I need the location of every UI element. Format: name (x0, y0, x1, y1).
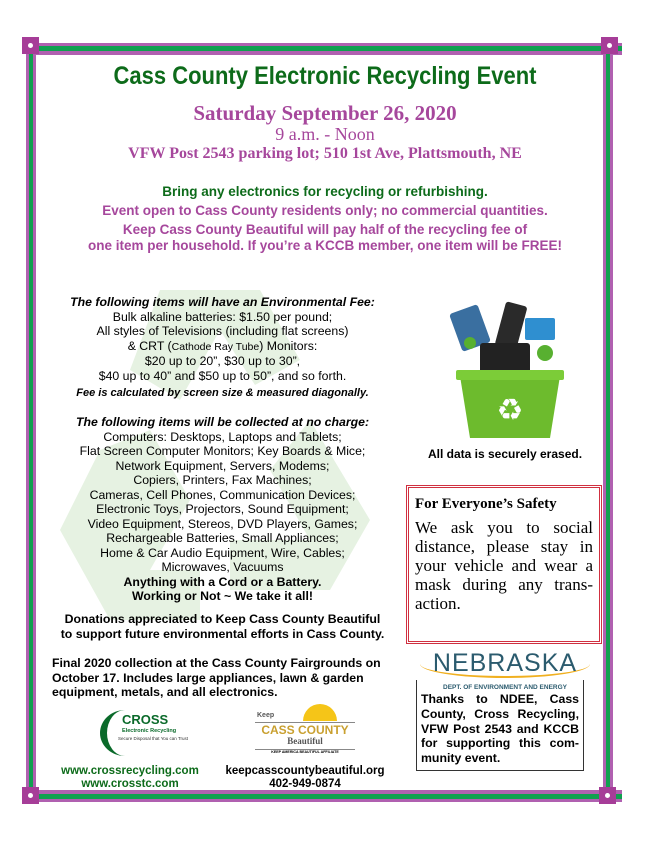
free-item: Rechargeable Batteries, Small Appliances; (106, 531, 339, 545)
event-date: Saturday September 26, 2020 (193, 101, 457, 125)
kccb-url[interactable]: keepcasscountybeautiful.org (225, 765, 385, 777)
frame-top-green (30, 46, 622, 51)
fee-heading: The following items will have an Environmental Fee: (70, 295, 375, 309)
final-line: Final 2020 collection at the Cass County Fairgrounds on (52, 656, 381, 670)
safety-heading: For Everyone’s Safety (415, 496, 557, 512)
cross-recycling-logo (100, 708, 210, 758)
safety-box (406, 485, 602, 644)
intro-line-3: Keep Cass County Beautiful will pay half of the recycling fee of (122, 222, 528, 237)
free-item: Computers: Desktops, Laptops and Tablets; (103, 429, 342, 444)
free-emphasis: Working or Not ~ We take it all! (132, 589, 313, 603)
cross-urls (50, 765, 210, 791)
free-item: Electronic Toys, Projectors, Sound Equipment; (96, 502, 349, 516)
final-line: October 17. Includes large appliances, lawn & garden (52, 670, 364, 685)
safety-body: We ask you to social distance, please stay in your vehicle and wear a mask during any trans-action. (415, 518, 593, 613)
fee-line: $40 up to 40” and $50 up to 50”, and so forth. (98, 368, 347, 383)
fee-note: Fee is calculated by screen size & measured diagonally. (76, 387, 369, 399)
crt-prefix: & CRT ( (127, 338, 172, 353)
crt-suffix: ) Monitors: (259, 338, 318, 353)
event-time: 9 a.m. - Noon (275, 124, 375, 144)
corner-ornament (601, 37, 618, 54)
free-emphasis: Anything with a Cord or a Battery. (123, 574, 322, 589)
donations-line: to support future environmental efforts in Cass County. (60, 626, 385, 641)
donations-note (40, 612, 405, 641)
fee-line: All styles of Televisions (including flat screens) (96, 324, 349, 338)
free-item: Home & Car Audio Equipment, Wire, Cables; (100, 545, 345, 560)
intro-line-4: one item per household. If you’re a KCCB member, one item will be FREE! (87, 238, 563, 253)
final-line: equipment, metals, and all electronics. (52, 685, 278, 699)
kccb-affiliate: KEEP AMERICA BEAUTIFUL AFFILIATE (255, 749, 355, 754)
page-title: Cass County Electronic Recycling Event (113, 62, 537, 90)
cross-url-1[interactable]: www.crossrecycling.com (61, 765, 199, 777)
kccb-beautiful: Beautiful (287, 736, 323, 746)
cross-logo-sub: Electronic Recycling (122, 728, 177, 734)
free-section (40, 415, 405, 604)
frame-bottom-green (30, 794, 622, 799)
final-collection-note (52, 656, 402, 700)
data-erased-note: All data is securely erased. (427, 447, 583, 461)
kccb-name: CASS COUNTY (255, 722, 355, 737)
intro-line-2: Event open to Cass County residents only; no commercial quantities. (102, 203, 548, 218)
intro-line-1: Bring any electronics for recycling or refurbishing. (162, 184, 488, 199)
free-heading: The following items will be collected at no charge: (75, 415, 370, 429)
cross-url-2[interactable]: www.crosstc.com (81, 778, 179, 790)
crt-small: Cathode Ray Tube (171, 340, 260, 353)
fee-line-crt (40, 339, 405, 355)
svg-text:♻: ♻ (496, 394, 524, 427)
kccb-logo (255, 704, 355, 758)
fee-section (40, 295, 405, 401)
free-item: Microwaves, Vacuums (161, 560, 284, 574)
cross-logo-tagline: Secure Disposal that You can Trust (118, 736, 189, 741)
kccb-contact (210, 765, 400, 791)
corner-ornament (22, 787, 39, 804)
ndee-logo-text: NEBRASKA (420, 650, 590, 678)
kccb-phone: 402-949-0874 (269, 778, 341, 790)
fee-line: $20 up to 20”, $30 up to 30”, (144, 354, 301, 368)
free-item: Cameras, Cell Phones, Communication Devices; (89, 487, 356, 502)
event-location: VFW Post 2543 parking lot; 510 1st Ave, Plattsmouth, NE (128, 145, 522, 162)
electronics-recycle-bin-icon (430, 298, 590, 443)
sun-icon (303, 704, 337, 721)
kccb-keep: Keep (257, 712, 275, 719)
free-item: Network Equipment, Servers, Modems; (115, 458, 330, 473)
thanks-text: Thanks to NDEE, Cass County, Cross Recycling, VFW Post 2543 and KCCB for supporting this com-munity event. (421, 692, 579, 766)
corner-ornament (22, 37, 39, 54)
free-item: Video Equipment, Stereos, DVD Players, Games; (87, 516, 358, 531)
free-item: Flat Screen Computer Monitors; Key Boards & Mice; (79, 444, 366, 458)
free-item: Copiers, Printers, Fax Machines; (133, 473, 312, 487)
ndee-logo-sub: DEPT. OF ENVIRONMENT AND ENERGY (443, 684, 567, 691)
fee-line: Bulk alkaline batteries: $1.50 per pound; (112, 309, 333, 324)
thanks-box (416, 680, 584, 771)
donations-line: Donations appreciated to Keep Cass County Beautiful (64, 612, 381, 626)
cross-logo-text: CROSS (122, 712, 169, 727)
corner-ornament (599, 787, 616, 804)
